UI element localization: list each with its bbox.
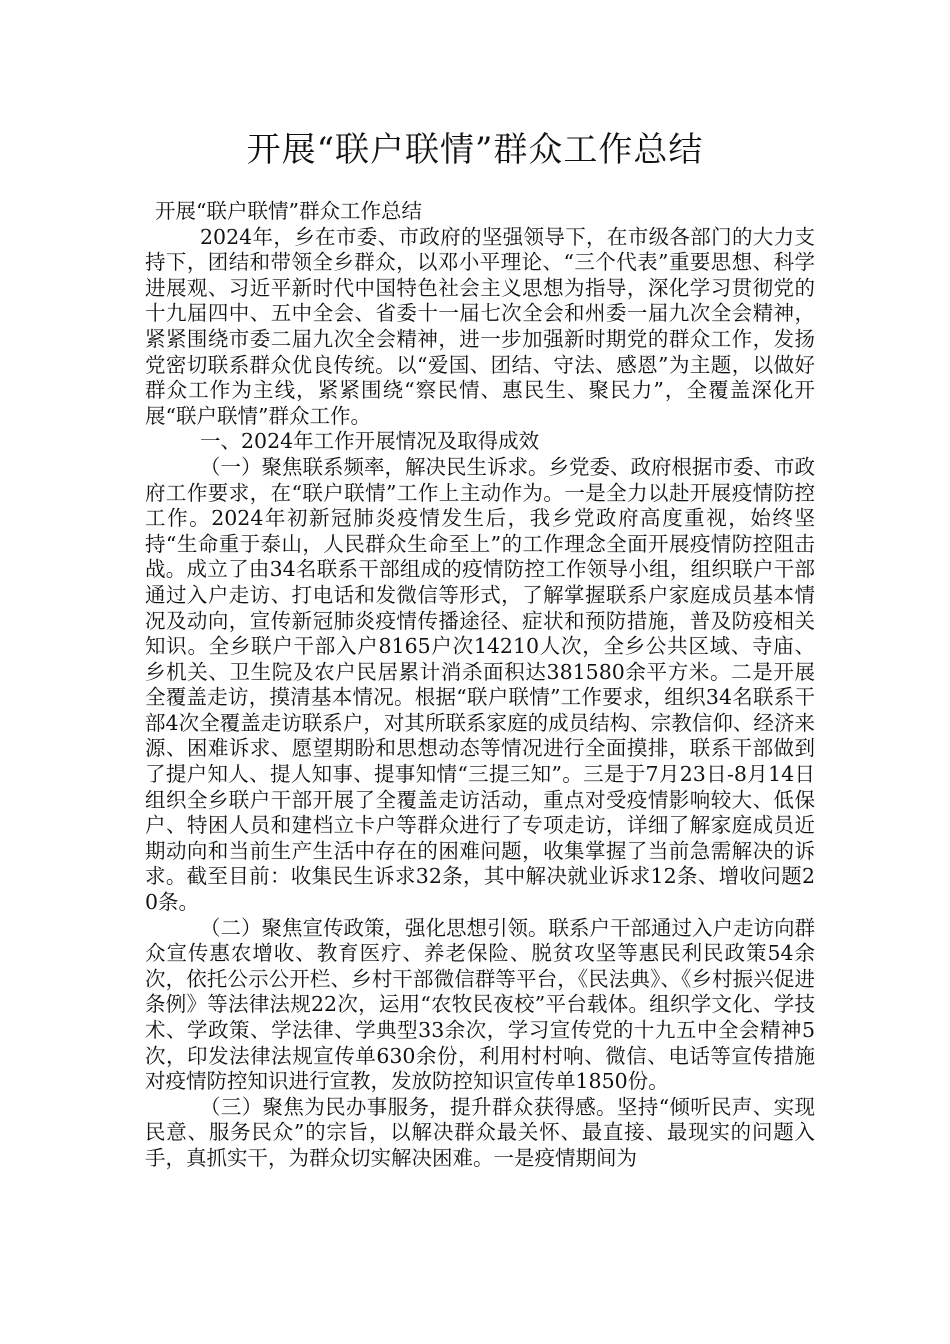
paragraph-1: （一）聚焦联系频率，解决民生诉求。乡党委、政府根据市委、市政府工作要求，在“联户联情”工作上主动作为。一是全力以赴开展疫情防控工作。2024年初新冠肺炎疫情发生后，我乡党政府高度重视，始终坚持“生命重于泰山，人民群众生命至上”的工作理念全面开展疫情防控阻击战。成立了由34名联系干部组成的疫情防控工作领导小组，组织联户干部通过入户走访、打电话和发微信等形式，了解掌握联系户家庭成员基本情况及动向，宣传新冠肺炎疫情传播途径、症状和预防措施，普及防疫相关知识。全乡联户干部入户8165户次14210人次，全乡公共区域、寺庙、乡机关、卫生院及农户民居累计消杀面积达381580余平方米。二是开展全覆盖走访，摸清基本情况。根据“联户联情”工作要求，组织34名联系干部4次全覆盖走访联系户，对其所联系家庭的成员结构、宗教信仰、经济来源、困难诉求、愿望期盼和思想动态等情况进行全面摸排，联系干部做到了提户知人、提人知事、提事知情“三提三知”。三是于7月23日-8月14日组织全乡联户干部开展了全覆盖走访活动，重点对受疫情影响较大、低保户、特困人员和建档立卡户等群众进行了专项走访，详细了解家庭成员近期动向和当前生产生活中存在的困难问题，收集掌握了当前急需解决的诉求。截至目前：收集民生诉求32条，其中解决就业诉求12条、增收问题20条。 (145, 454, 815, 915)
document-subtitle: 开展“联户联情”群众工作总结 (155, 199, 422, 223)
paragraph-3: （三）聚焦为民办事服务，提升群众获得感。坚持“倾听民声、实现民意、服务民众”的宗旨，以解决群众最关怀、最直接、最现实的问题入手，真抓实干，为群众切实解决困难。一是疫情期间为 (145, 1094, 815, 1170)
section-heading: 一、2024年工作开展情况及取得成效 (200, 429, 540, 454)
paragraph-2: （二）聚焦宣传政策，强化思想引领。联系户干部通过入户走访向群众宣传惠农增收、教育医疗、养老保险、脱贫攻坚等惠民利民政策54余次，依托公示公开栏、乡村干部微信群等平台，《民法典》、《乡村振兴促进条例》等法律法规22次，运用“农牧民夜校”平台载体。组织学文化、学技术、学政策、学法律、学典型33余次，学习宣传党的十九五中全会精神5次，印发法律法规宣传单630余份，利用村村响、微信、电话等宣传措施对疫情防控知识进行宣教，发放防控知识宣传单1850份。 (145, 915, 815, 1094)
intro-paragraph: 2024年，乡在市委、市政府的坚强领导下，在市级各部门的大力支持下，团结和带领全乡群众，以邓小平理论、“三个代表”重要思想、科学进展观、习近平新时代中国特色社会主义思想为指导，深化学习贯彻党的十九届四中、五中全会、省委十一届七次全会和州委一届九次全会精神，紧紧围绕市委二届九次全会精神，进一步加强新时期党的群众工作，发扬党密切联系群众优良传统。以“爱国、团结、守法、感恩”为主题，以做好群众工作为主线，紧紧围绕“察民情、惠民生、聚民力”，全覆盖深化开展“联户联情”群众工作。 (145, 224, 815, 428)
document-body (145, 199, 815, 1172)
document-title: 开展“联户联情”群众工作总结 (246, 130, 704, 170)
